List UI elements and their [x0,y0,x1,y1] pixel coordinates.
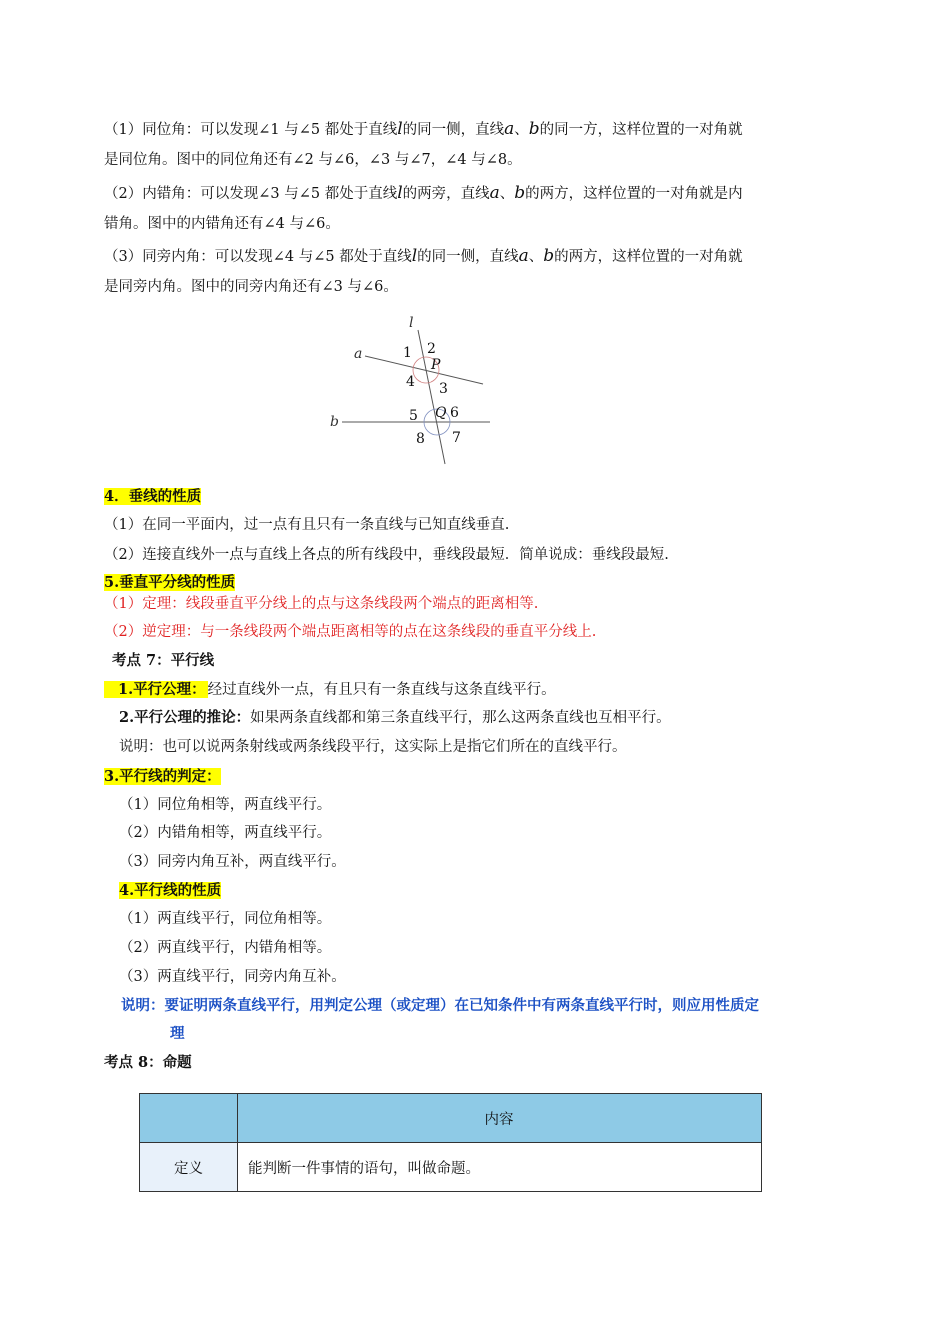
var-b: b [528,119,540,139]
axiom-text: 经过直线外一点，有且只有一条直线与这条直线平行。 [207,682,556,698]
parallel-note: 说明：也可以说两条射线或两条线段平行，这实际上是指它们所在的直线平行。 [119,739,627,755]
var-b: b [514,183,526,203]
transversal-figure [320,308,500,468]
perp-item-1: （1）在同一平面内，过一点有且只有一条直线与已知直线垂直. [104,517,510,533]
label-4: 4 [406,374,415,390]
label-a: a [354,346,363,362]
topic-8-title: 考点 8：命题 [104,1054,192,1071]
bisector-title: 5.垂直平分线的性质 [104,574,236,591]
text: 、 [528,249,544,265]
blue-note-line-2: 理 [170,1025,185,1042]
text: 的两方，这样位置的一对角就是内 [525,186,743,202]
table-header-cell: 内容 [238,1094,762,1143]
axiom-label: 1.平行公理： [104,681,208,698]
judge-item-1: （1）同位角相等，两直线平行。 [119,797,332,813]
text: 的同一方，这样位置的一对角就 [539,122,743,138]
label-6: 6 [450,405,459,421]
text: 、 [499,186,515,202]
angle-paragraph-corresponding [104,114,864,175]
table-header-cell [140,1094,238,1143]
var-l: l [397,183,403,203]
table-cell: 能判断一件事情的语句，叫做命题。 [238,1143,762,1192]
label-P: P [431,357,441,373]
judge-item-2: （2）内错角相等，两直线平行。 [119,825,332,841]
bisector-theorem: （1）定理：线段垂直平分线上的点与这条线段两个端点的距离相等. [104,596,539,612]
label-7: 7 [452,430,461,446]
table-header-row [140,1094,762,1143]
var-l: l [397,119,403,139]
text: 的同一侧，直线 [402,122,505,138]
text: 的两方，这样位置的一对角就 [554,249,743,265]
label-Q: Q [435,405,447,421]
blue-note-line-1: 说明：要证明两条直线平行，用判定公理（或定理）在已知条件中有两条直线平行时，则应用性质定 [121,997,759,1014]
perp-title: 4．垂线的性质 [104,488,202,505]
section-title-perpendicular [104,486,201,508]
property-item-3: （3）两直线平行，同旁内角互补。 [119,969,346,985]
table-row [140,1143,762,1192]
perp-item-2: （2）连接直线外一点与直线上各点的所有线段中，垂线段最短．简单说成：垂线段最短. [104,547,669,563]
corollary-label: 2.平行公理的推论： [119,709,251,726]
angle-paragraph-co-interior [104,241,864,302]
label-3: 3 [439,381,448,397]
var-l: l [411,246,418,266]
judge-item-3: （3）同旁内角互补，两直线平行。 [119,854,346,870]
parallel-axiom [104,679,556,701]
label-1: 1 [403,345,412,361]
text: 是同位角。图中的同位角还有∠2 与∠6，∠3 与∠7，∠4 与∠8。 [104,152,522,168]
judge-title-text: 3.平行线的判定： [104,768,221,785]
text: （1）同位角：可以发现∠1 与∠5 都处于直线 [104,122,398,138]
parallel-corollary [119,707,671,729]
var-a: a [518,246,529,266]
property-title-text: 4.平行线的性质 [119,882,222,899]
property-title [119,880,221,902]
text: （3）同旁内角：可以发现∠4 与∠5 都处于直线 [104,249,412,265]
label-2: 2 [427,341,436,357]
label-l: l [409,315,414,331]
label-b: b [330,414,339,430]
var-a: a [504,119,515,139]
text: 、 [514,122,529,138]
proposition-table [139,1093,762,1192]
text: 的两旁，直线 [402,186,490,202]
text: 的同一侧，直线 [417,249,519,265]
text: 是同旁内角。图中的同旁内角还有∠3 与∠6。 [104,279,398,295]
text: （2）内错角：可以发现∠3 与∠5 都处于直线 [104,186,398,202]
corollary-text: 如果两条直线都和第三条直线平行，那么这两条直线也互相平行。 [250,710,671,726]
text: 错角。图中的内错角还有∠4 与∠6。 [104,216,340,232]
var-b: b [543,246,555,266]
property-item-1: （1）两直线平行，同位角相等。 [119,911,332,927]
judge-title [104,766,221,788]
topic-7-title: 考点 7：平行线 [112,652,215,669]
table-cell: 定义 [140,1143,238,1192]
bisector-converse: （2）逆定理：与一条线段两个端点距离相等的点在这条线段的垂直平分线上. [104,624,597,640]
label-8: 8 [416,431,425,447]
section-title-bisector [104,572,235,594]
property-item-2: （2）两直线平行，内错角相等。 [119,940,332,956]
angle-paragraph-alternate [104,178,864,239]
label-5: 5 [409,408,418,424]
var-a: a [489,183,500,203]
